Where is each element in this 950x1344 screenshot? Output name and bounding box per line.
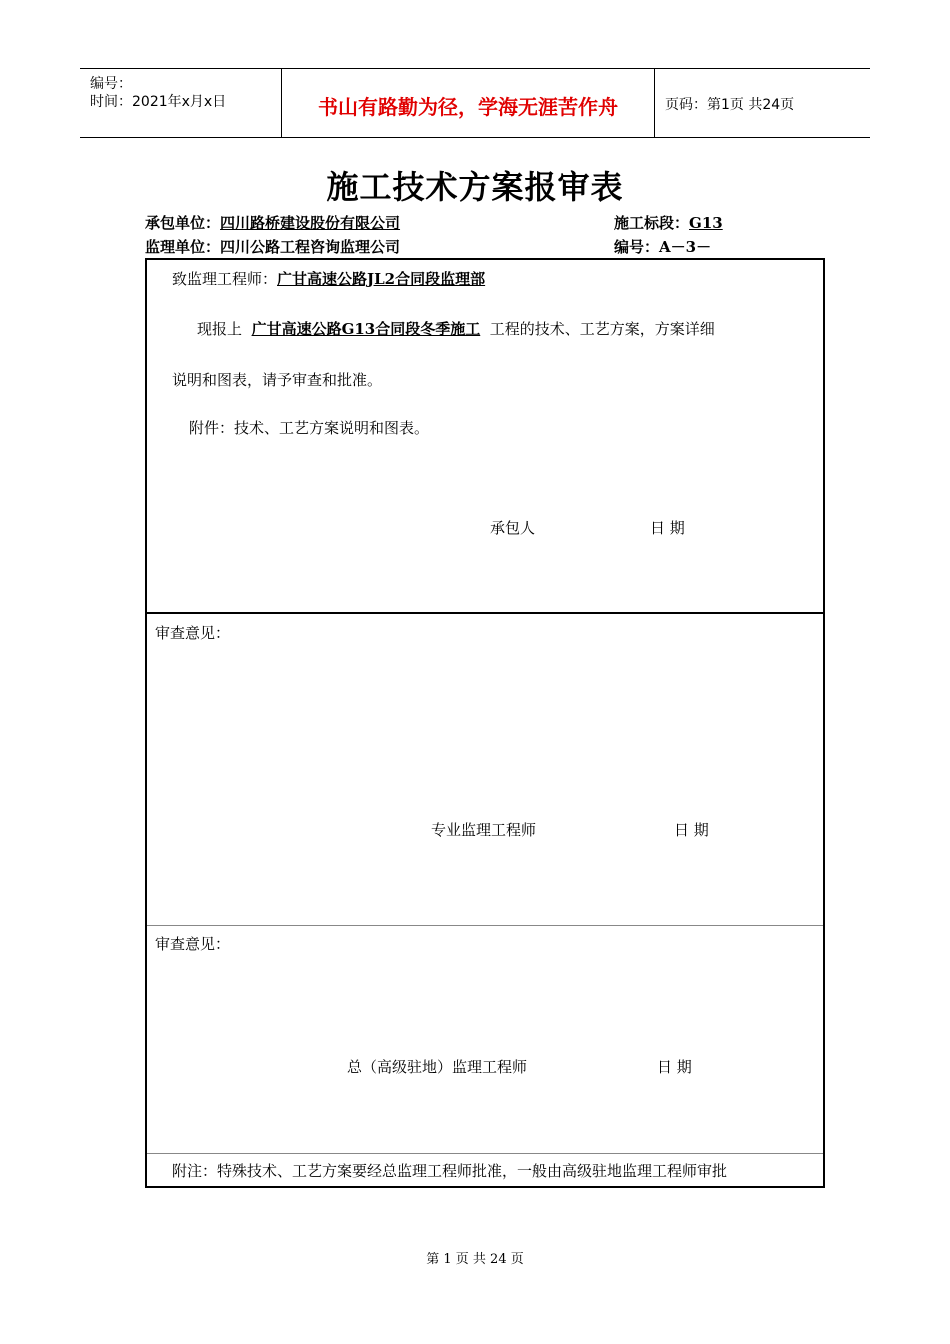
contractor-row xyxy=(145,212,400,233)
approval-form xyxy=(145,258,825,1188)
supervisor-row xyxy=(145,236,400,257)
date-label-1: 日 期 xyxy=(650,519,685,537)
report-prefix: 现报上 xyxy=(197,320,243,338)
time-label: 时间：2021年x月x日 xyxy=(90,94,227,110)
addressee-line xyxy=(172,268,485,289)
note-section xyxy=(147,1154,823,1186)
report-suffix: 工程的技术、工艺方案，方案详细 xyxy=(489,320,715,338)
header-right-cell xyxy=(655,69,870,137)
motto-text: 书山有路勤为径，学海无涯苦作舟 xyxy=(318,95,618,119)
review-label-1: 审查意见： xyxy=(155,624,231,642)
review-section-2 xyxy=(147,926,823,1154)
addressee-value: 广甘高速公路JL2合同段监理部 xyxy=(277,270,486,288)
code-row xyxy=(614,236,711,257)
page-footer: 第 1 页 共 24 页 xyxy=(426,1252,524,1267)
page-info: 页码：第1页 共24页 xyxy=(665,97,795,113)
section-row xyxy=(614,212,723,233)
submission-section xyxy=(147,260,823,614)
header-middle-cell xyxy=(282,69,655,137)
review-section-1 xyxy=(147,614,823,926)
date-label-2: 日 期 xyxy=(674,821,709,839)
code-label: 编号：A－3－ xyxy=(614,238,712,256)
contractor-signature-label: 承包人 xyxy=(490,519,536,537)
section-label: 施工标段： xyxy=(614,214,690,232)
page-header xyxy=(80,68,870,138)
contractor-label: 承包单位： xyxy=(145,214,221,232)
number-label: 编号： xyxy=(90,76,132,92)
addressee-label: 致监理工程师： xyxy=(172,270,278,288)
report-line-2: 说明和图表，请予审查和批准。 xyxy=(172,371,383,389)
specialist-engineer-label: 专业监理工程师 xyxy=(431,821,537,839)
note-text: 附注：特殊技术、工艺方案要经总监理工程师批准，一般由高级驻地监理工程师审批 xyxy=(172,1162,728,1180)
report-line xyxy=(197,318,715,339)
date-label-3: 日 期 xyxy=(657,1058,692,1076)
supervisor-label: 监理单位： xyxy=(145,238,221,256)
report-project: 广甘高速公路G13合同段冬季施工 xyxy=(251,320,481,338)
contractor-value: 四川路桥建设股份有限公司 xyxy=(220,214,401,232)
supervisor-value: 四川公路工程咨询监理公司 xyxy=(220,238,401,256)
chief-engineer-label: 总（高级驻地）监理工程师 xyxy=(347,1058,528,1076)
document-title: 施工技术方案报审表 xyxy=(326,168,624,206)
section-value: G13 xyxy=(689,214,723,232)
review-label-2: 审查意见： xyxy=(155,935,231,953)
header-left-cell xyxy=(80,69,282,137)
attachment-line: 附件：技术、工艺方案说明和图表。 xyxy=(189,419,430,437)
